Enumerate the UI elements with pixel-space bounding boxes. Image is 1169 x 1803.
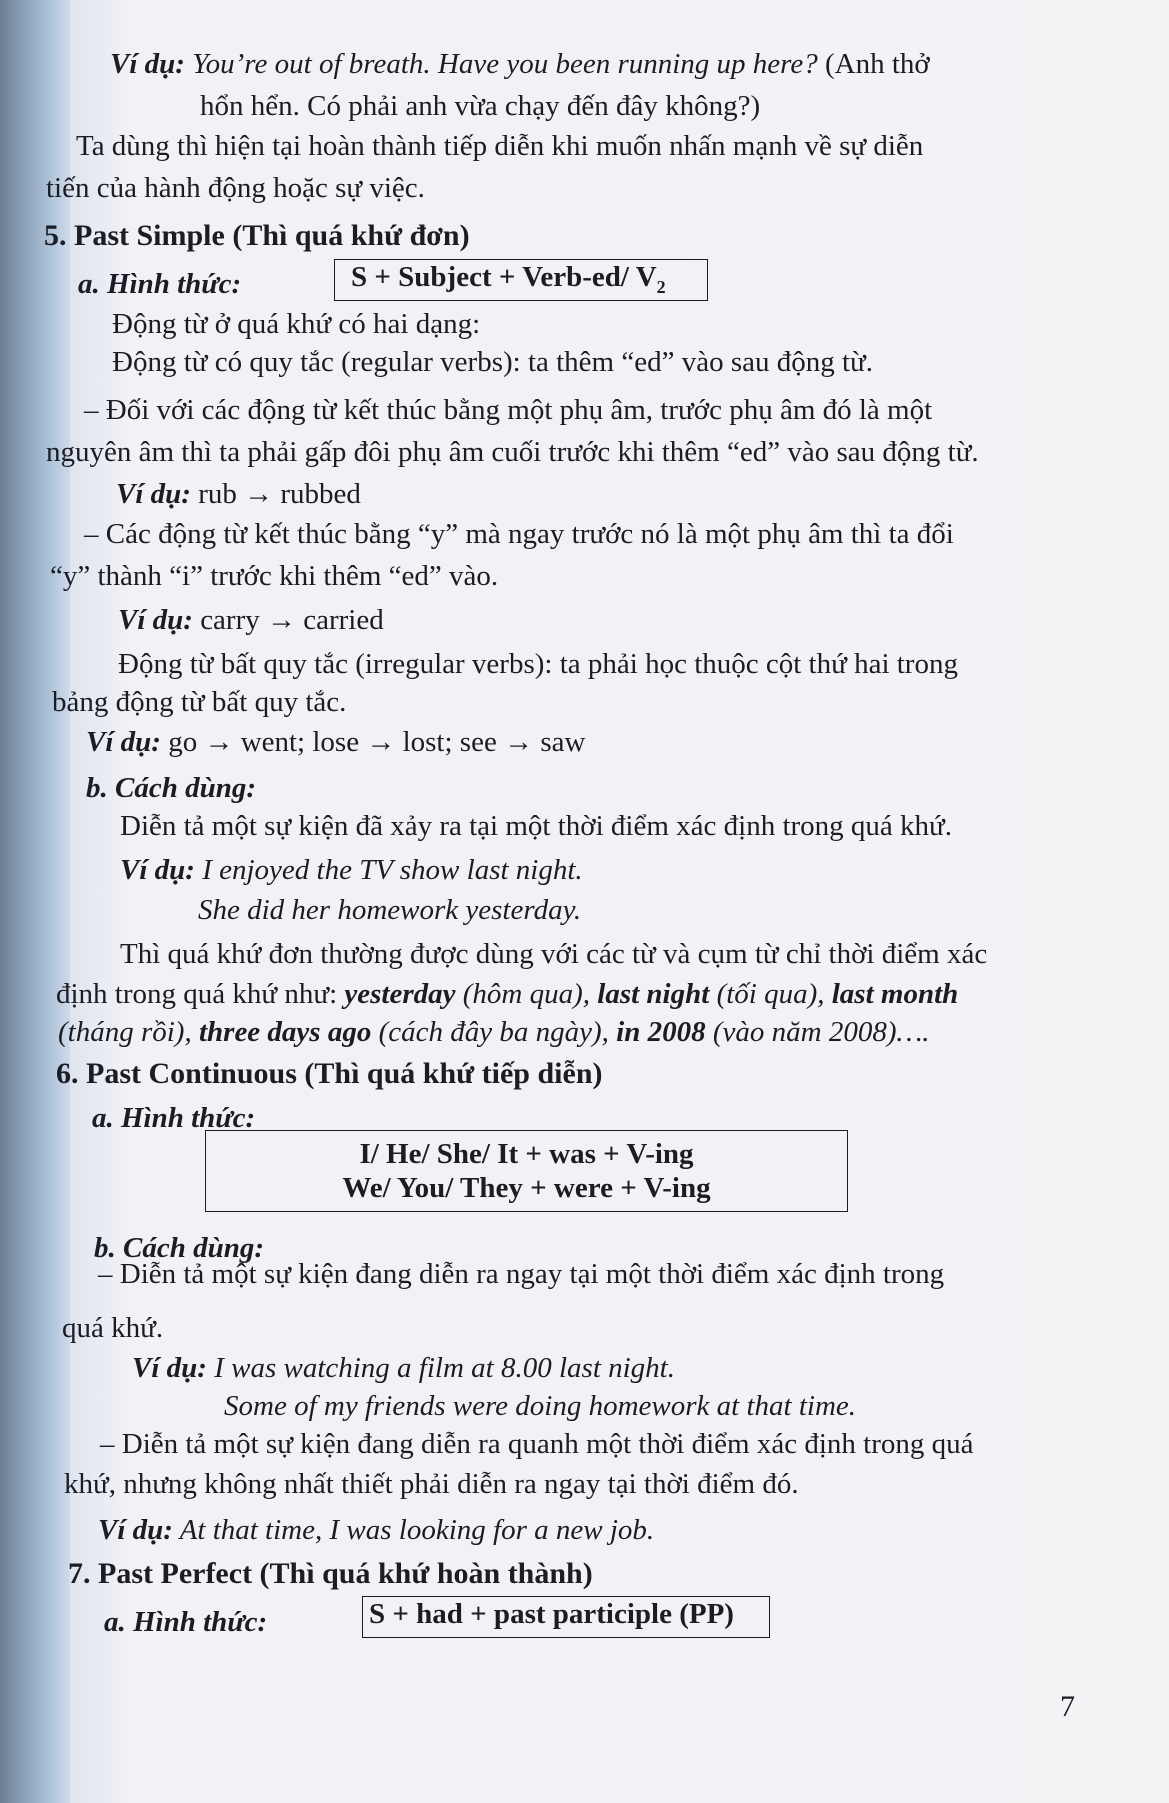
formula-box: S + had + past participle (PP) (362, 1596, 770, 1638)
section-heading: 6. Past Continuous (Thì quá khứ tiếp diễn) (56, 1057, 603, 1090)
formula-box: S + Subject + Verb-ed/ $V_2$ (334, 259, 708, 301)
text-line: – Các động từ kết thúc bằng “y” mà ngay trước nó là một phụ âm thì ta đổi (84, 518, 954, 550)
example-line: Ví dụ: go → went; lose → lost; see → saw (86, 726, 586, 758)
example-line: Some of my friends were doing homework at that time. (224, 1390, 857, 1422)
example-label: Ví dụ: (98, 1514, 173, 1546)
subheading: b. Cách dùng: (86, 772, 257, 804)
text-line: nguyên âm thì ta phải gấp đôi phụ âm cuối trước khi thêm “ed” vào sau động từ. (46, 436, 979, 468)
example-line: Ví dụ: I was watching a film at 8.00 last night. (132, 1352, 675, 1384)
text-line: khứ, nhưng không nhất thiết phải diễn ra ngay tại thời điểm đó. (64, 1468, 799, 1500)
text-line: bảng động từ bất quy tắc. (52, 686, 347, 718)
subheading: a. Hình thức: (92, 1102, 256, 1134)
page-number: 7 (1060, 1690, 1075, 1723)
text-line: – Đối với các động từ kết thúc bằng một phụ âm, trước phụ âm đó là một (84, 394, 933, 426)
example-line: Ví dụ: I enjoyed the TV show last night. (120, 854, 583, 886)
text-line: tiến của hành động hoặc sự việc. (46, 172, 425, 204)
text-line: – Diễn tả một sự kiện đang diễn ra quanh một thời điểm xác định trong quá (100, 1428, 974, 1460)
subheading: a. Hình thức: (78, 268, 242, 300)
section-heading: 7. Past Perfect (Thì quá khứ hoàn thành) (68, 1557, 593, 1590)
text-line: Động từ có quy tắc (regular verbs): ta thêm “ed” vào sau động từ. (112, 346, 874, 378)
example-label: Ví dụ: (118, 604, 193, 636)
example-line: Ví dụ: carry → carried (118, 604, 384, 636)
example-line: Ví dụ: At that time, I was looking for a new job. (98, 1514, 655, 1546)
text-line: Động từ ở quá khứ có hai dạng: (112, 308, 481, 340)
example-line: She did her homework yesterday. (198, 894, 582, 926)
text-line: định trong quá khứ như: yesterday (hôm qua), last night (tối qua), last month (56, 978, 959, 1010)
formula-box: I/ He/ She/ It + was + V-ing We/ You/ They + were + V-ing (205, 1130, 848, 1212)
text-line: Ta dùng thì hiện tại hoàn thành tiếp diễn khi muốn nhấn mạnh về sự diễn (76, 130, 924, 162)
example-label: Ví dụ: (120, 854, 195, 886)
example-label: Ví dụ: (86, 726, 161, 758)
example-label: Ví dụ: (110, 48, 185, 80)
text-line: “y” thành “i” trước khi thêm “ed” vào. (50, 560, 499, 592)
example-label: Ví dụ: (116, 478, 191, 510)
text-line: quá khứ. (62, 1312, 164, 1344)
section-heading: 5. Past Simple (Thì quá khứ đơn) (44, 219, 470, 252)
text-line: Thì quá khứ đơn thường được dùng với các từ và cụm từ chỉ thời điểm xác (120, 938, 988, 970)
example-label: Ví dụ: (132, 1352, 207, 1384)
text-line: hổn hển. Có phải anh vừa chạy đến đây không?) (200, 90, 761, 122)
text-line: Diễn tả một sự kiện đã xảy ra tại một thời điểm xác định trong quá khứ. (120, 810, 953, 842)
subheading: a. Hình thức: (104, 1606, 268, 1638)
text-line: (tháng rồi), three days ago (cách đây ba ngày), in 2008 (vào năm 2008)…. (58, 1016, 930, 1048)
example-line: Ví dụ: rub → rubbed (116, 478, 361, 510)
example-line: Ví dụ: You’re out of breath. Have you been running up here? (Anh thở (110, 48, 930, 80)
text-line: – Diễn tả một sự kiện đang diễn ra ngay tại một thời điểm xác định trong (98, 1258, 945, 1290)
subheading: b. Cách dùng: (94, 1232, 265, 1264)
text-line: Động từ bất quy tắc (irregular verbs): ta phải học thuộc cột thứ hai trong (118, 648, 958, 680)
